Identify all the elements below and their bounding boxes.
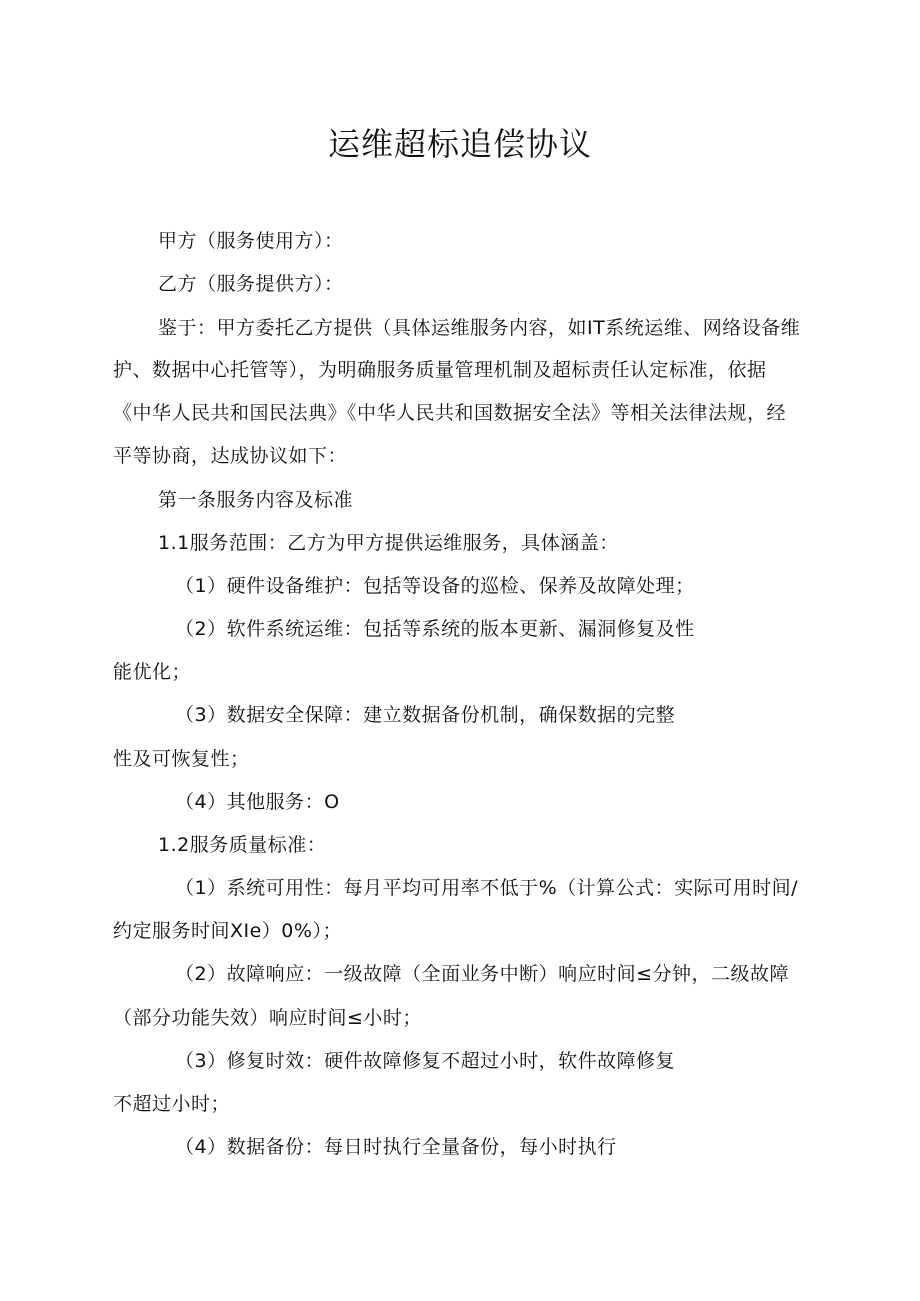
preamble-line-2: 护、数据中心托管等），为明确服务质量管理机制及超标责任认定标准，依据 <box>113 359 767 381</box>
party-b-line: 乙方（服务提供方）： <box>158 273 344 295</box>
clause-1-2-heading: 1.2服务质量标准： <box>158 834 327 856</box>
clause-1-2-item-3-cont: 不超过小时； <box>113 1093 231 1115</box>
clause-1-1-item-3-cont: 性及可恢复性； <box>113 748 250 770</box>
clause-1-1-item-2: （2）软件系统运维：包括等系统的版本更新、漏洞修复及性 <box>175 618 695 640</box>
clause-1-2-item-4: （4）数据备份：每日时执行全量备份，每小时执行 <box>175 1136 617 1158</box>
clause-1-2-item-3: （3）修复时效：硬件故障修复不超过小时，软件故障修复 <box>175 1050 676 1072</box>
party-a-line: 甲方（服务使用方）： <box>158 230 344 252</box>
preamble-line-3: 《中华人民共和国民法典》《中华人民共和国数据安全法》等相关法律法规，经 <box>113 402 787 424</box>
clause-1-1-item-3: （3）数据安全保障：建立数据备份机制，确保数据的完整 <box>175 704 676 726</box>
clause-1-1-item-2-cont: 能优化； <box>113 661 192 683</box>
clause-1-1-item-4: （4）其他服务：O <box>175 791 340 813</box>
clause-1-2-item-1-cont: 约定服务时间XIe）0%）； <box>113 920 342 942</box>
preamble-line-4: 平等协商，达成协议如下： <box>113 445 348 467</box>
document-title: 运维超标追偿协议 <box>327 125 592 163</box>
clause-1-2-item-1: （1）系统可用性：每月平均可用率不低于%（计算公式：实际可用时间/ <box>175 877 799 899</box>
preamble-line-1: 鉴于：甲方委托乙方提供（具体运维服务内容，如IT系统运维、网络设备维 <box>158 317 801 339</box>
article-1-heading: 第一条服务内容及标准 <box>158 489 354 511</box>
clause-1-1-heading: 1.1服务范围：乙方为甲方提供运维服务，具体涵盖： <box>158 532 619 554</box>
clause-1-2-item-2: （2）故障响应：一级故障（全面业务中断）响应时间≤分钟，二级故障 <box>175 963 790 985</box>
clause-1-2-item-2-cont: （部分功能失效）响应时间≤小时； <box>113 1007 422 1029</box>
clause-1-1-item-1: （1）硬件设备维护：包括等设备的巡检、保养及故障处理； <box>175 575 695 597</box>
